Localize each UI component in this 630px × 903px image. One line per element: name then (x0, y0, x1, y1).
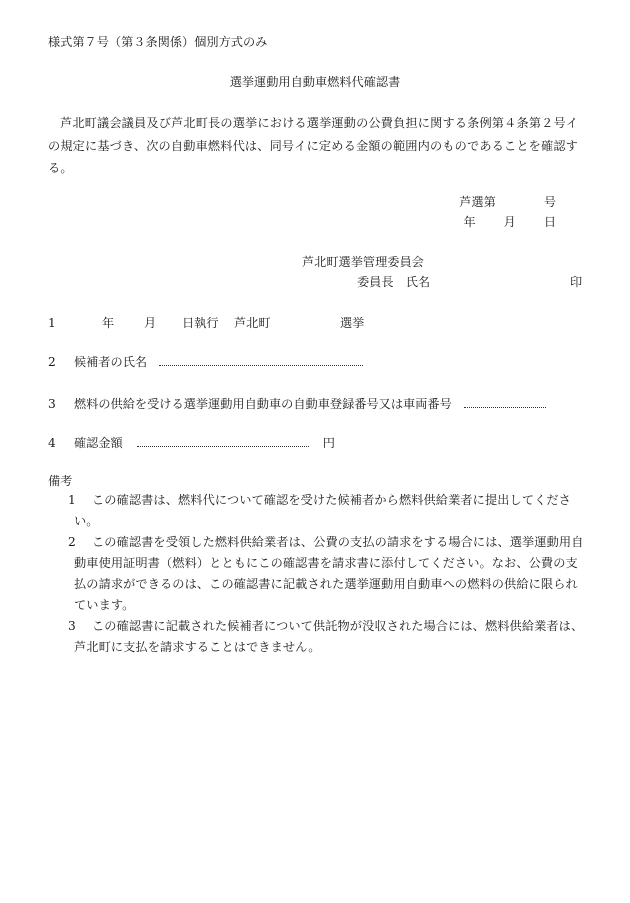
item1-town: 芦北町 (234, 316, 271, 330)
item4-number: 4 (48, 436, 56, 450)
item1-year: 年 (102, 316, 115, 330)
document-title: 選挙運動用自動車燃料代確認書 (229, 75, 401, 89)
document-date (463, 216, 556, 228)
item3-number: 3 (48, 397, 56, 411)
document-number-prefix: 芦選第 (459, 195, 496, 209)
item1-month: 月 (144, 316, 157, 330)
document-number-suffix: 号 (543, 195, 556, 209)
issuer-committee: 芦北町選挙管理委員会 (302, 255, 424, 269)
remark-text: この確認書に記載された候補者について供託物が没収された場合には、燃料供給業者は、芦北町に支払を請求することはできません。 (74, 619, 584, 654)
remark-item (68, 616, 590, 658)
date-day: 日 (543, 215, 556, 229)
remark-item (68, 490, 590, 532)
item4-unit: 円 (322, 436, 335, 450)
amount-field[interactable] (137, 435, 309, 447)
item1-day: 日執行 (182, 316, 219, 330)
item4-label: 確認金額 (74, 436, 123, 450)
remark-number: 2 (68, 535, 76, 549)
item2-number: 2 (48, 355, 56, 369)
item1-election: 選挙 (340, 316, 365, 330)
form-number: 様式第７号（第３条関係）個別方式のみ (48, 35, 268, 49)
seal-mark: 印 (570, 275, 583, 289)
remark-text: この確認書は、燃料代について確認を受けた候補者から燃料供給業者に提出してください。 (74, 493, 571, 528)
remark-item (68, 532, 590, 616)
item3-label: 燃料の供給を受ける選挙運動用自動車の自動車登録番号又は車両番号 (74, 397, 452, 411)
body-text: 芦北町議会議員及び芦北町長の選挙における選挙運動の公費負担に関する条例第４条第２号イの規定に基づき、次の自動車燃料代は、同号イに定める金額の範囲内のものであることを確認する。 (48, 116, 579, 175)
remark-number: 3 (68, 619, 76, 633)
item2-label: 候補者の氏名 (74, 355, 148, 369)
remarks-title: 備考 (48, 474, 73, 488)
document-number (459, 196, 556, 208)
item-amount (48, 435, 335, 449)
item1-number: 1 (48, 316, 56, 330)
item-election-date (48, 317, 364, 329)
issuer-chair: 委員長 氏名 (357, 275, 431, 289)
date-month: 月 (503, 215, 516, 229)
vehicle-number-field[interactable] (464, 396, 546, 408)
remark-text: この確認書を受領した燃料供給業者は、公費の支払の請求をする場合には、選挙運動用自動車使用証明書（燃料）とともにこの確認書を請求書に添付してください。なお、公費の支払の請求ができるのは、この確認書に記載された選挙運動用自動車への燃料の供給に限られています。 (74, 535, 584, 612)
remark-number: 1 (68, 493, 76, 507)
item-vehicle-number (48, 396, 546, 410)
date-year: 年 (463, 215, 476, 229)
item-candidate-name (48, 354, 363, 368)
candidate-name-field[interactable] (159, 354, 363, 366)
